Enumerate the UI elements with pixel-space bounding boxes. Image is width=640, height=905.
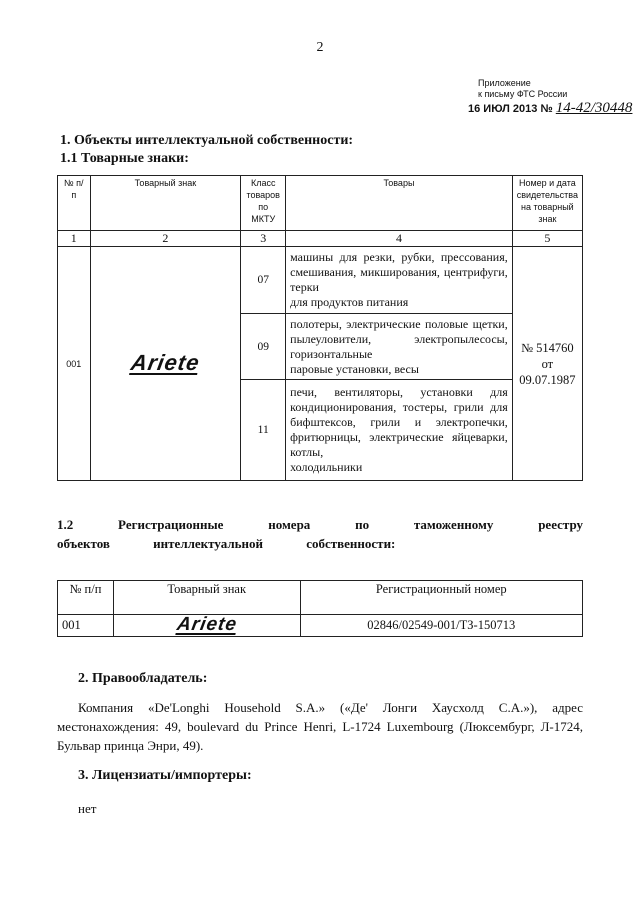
- rightholder-text: Компания «De'Longhi Household S.A.» («Де' Лонги Хаусхолд С.А.»), адрес местонахождения: 49, boulevard du Prince Henri, L-1724 Luxembourg (Люксембург, Л-1724, Бульвар принца Энри, 49).: [57, 700, 583, 753]
- goods-text: полотеры, электрические половые щетки, пылеуловители, электропылесосы, горизонтальные: [290, 316, 508, 361]
- appendix-label: Приложение: [478, 78, 531, 88]
- stamp-date: 16 ИЮЛ 2013: [468, 103, 538, 115]
- trademark-cell: [90, 247, 241, 481]
- registry-table: [57, 580, 583, 637]
- section12-title: 1.2 Регистрационные номера по таможенному реестру объектов интеллектуальной собственности:: [57, 517, 583, 551]
- goods-text: печи, вентиляторы, установки для кондиционирования, тостеры, грили для бифштексов, грили и электропечки, фритюрницы, электрические яйцеварки, котлы,: [290, 385, 508, 459]
- handwritten-number: 14-42/30448: [555, 100, 633, 116]
- ariete-logo: Ariete: [129, 349, 203, 375]
- trademarks-table: [57, 175, 583, 481]
- header-cell: Товары: [286, 176, 513, 231]
- goods-text: для продуктов питания: [290, 295, 409, 309]
- goods-text: паровые установки, весы: [290, 361, 419, 376]
- header-cell: № п/п: [58, 581, 114, 615]
- class-cell: 09: [241, 314, 286, 380]
- section1-subtitle: 1.1 Товарные знаки:: [60, 151, 189, 166]
- header-cell: Регистрационный номер: [300, 581, 582, 615]
- column-number: 5: [512, 231, 582, 247]
- column-number: 4: [286, 231, 513, 247]
- header-cell: Товарный знак: [113, 581, 300, 615]
- column-number: 3: [241, 231, 286, 247]
- table-header-row: [58, 176, 583, 231]
- table-header-row: [58, 581, 583, 615]
- licensees-text: нет: [78, 801, 97, 816]
- row-number: 001: [58, 615, 114, 637]
- certificate-date: от 09.07.1987: [519, 356, 576, 387]
- table-row: [58, 615, 583, 637]
- date-number-stamp: [468, 100, 632, 117]
- number-label: №: [540, 103, 553, 115]
- row-number: 001: [58, 247, 91, 481]
- goods-cell: [286, 380, 513, 481]
- goods-cell: [286, 247, 513, 314]
- class-cell: 07: [241, 247, 286, 314]
- certificate-cell: [512, 247, 582, 481]
- header-cell: Класс товаров по МКТУ: [241, 176, 286, 231]
- column-number: 2: [90, 231, 241, 247]
- letter-reference: к письму ФТС России: [478, 89, 568, 99]
- trademark-cell: [113, 615, 300, 637]
- ariete-logo: Ariete: [175, 614, 239, 635]
- page-number: 2: [316, 40, 324, 55]
- header-cell: № п/п: [58, 176, 91, 231]
- column-number: 1: [58, 231, 91, 247]
- section3-title: 3. Лицензиаты/импортеры:: [78, 768, 252, 783]
- section1-title: 1. Объекты интеллектуальной собственности:: [60, 133, 354, 148]
- header-cell: Номер и дата свидетельства на товарный знак: [512, 176, 582, 231]
- column-number-row: [58, 231, 583, 247]
- class-cell: 11: [241, 380, 286, 481]
- registration-number: 02846/02549-001/ТЗ-150713: [300, 615, 582, 637]
- goods-text: машины для резки, рубки, прессования, смешивания, микширования, центрифуги, терки: [290, 250, 508, 294]
- appendix-header: [478, 78, 567, 100]
- section2-title: 2. Правообладатель:: [78, 671, 208, 686]
- certificate-number: № 514760: [521, 340, 574, 355]
- goods-text: холодильники: [290, 460, 363, 474]
- goods-cell: [286, 314, 513, 380]
- header-cell: Товарный знак: [90, 176, 241, 231]
- table-row: [58, 247, 583, 314]
